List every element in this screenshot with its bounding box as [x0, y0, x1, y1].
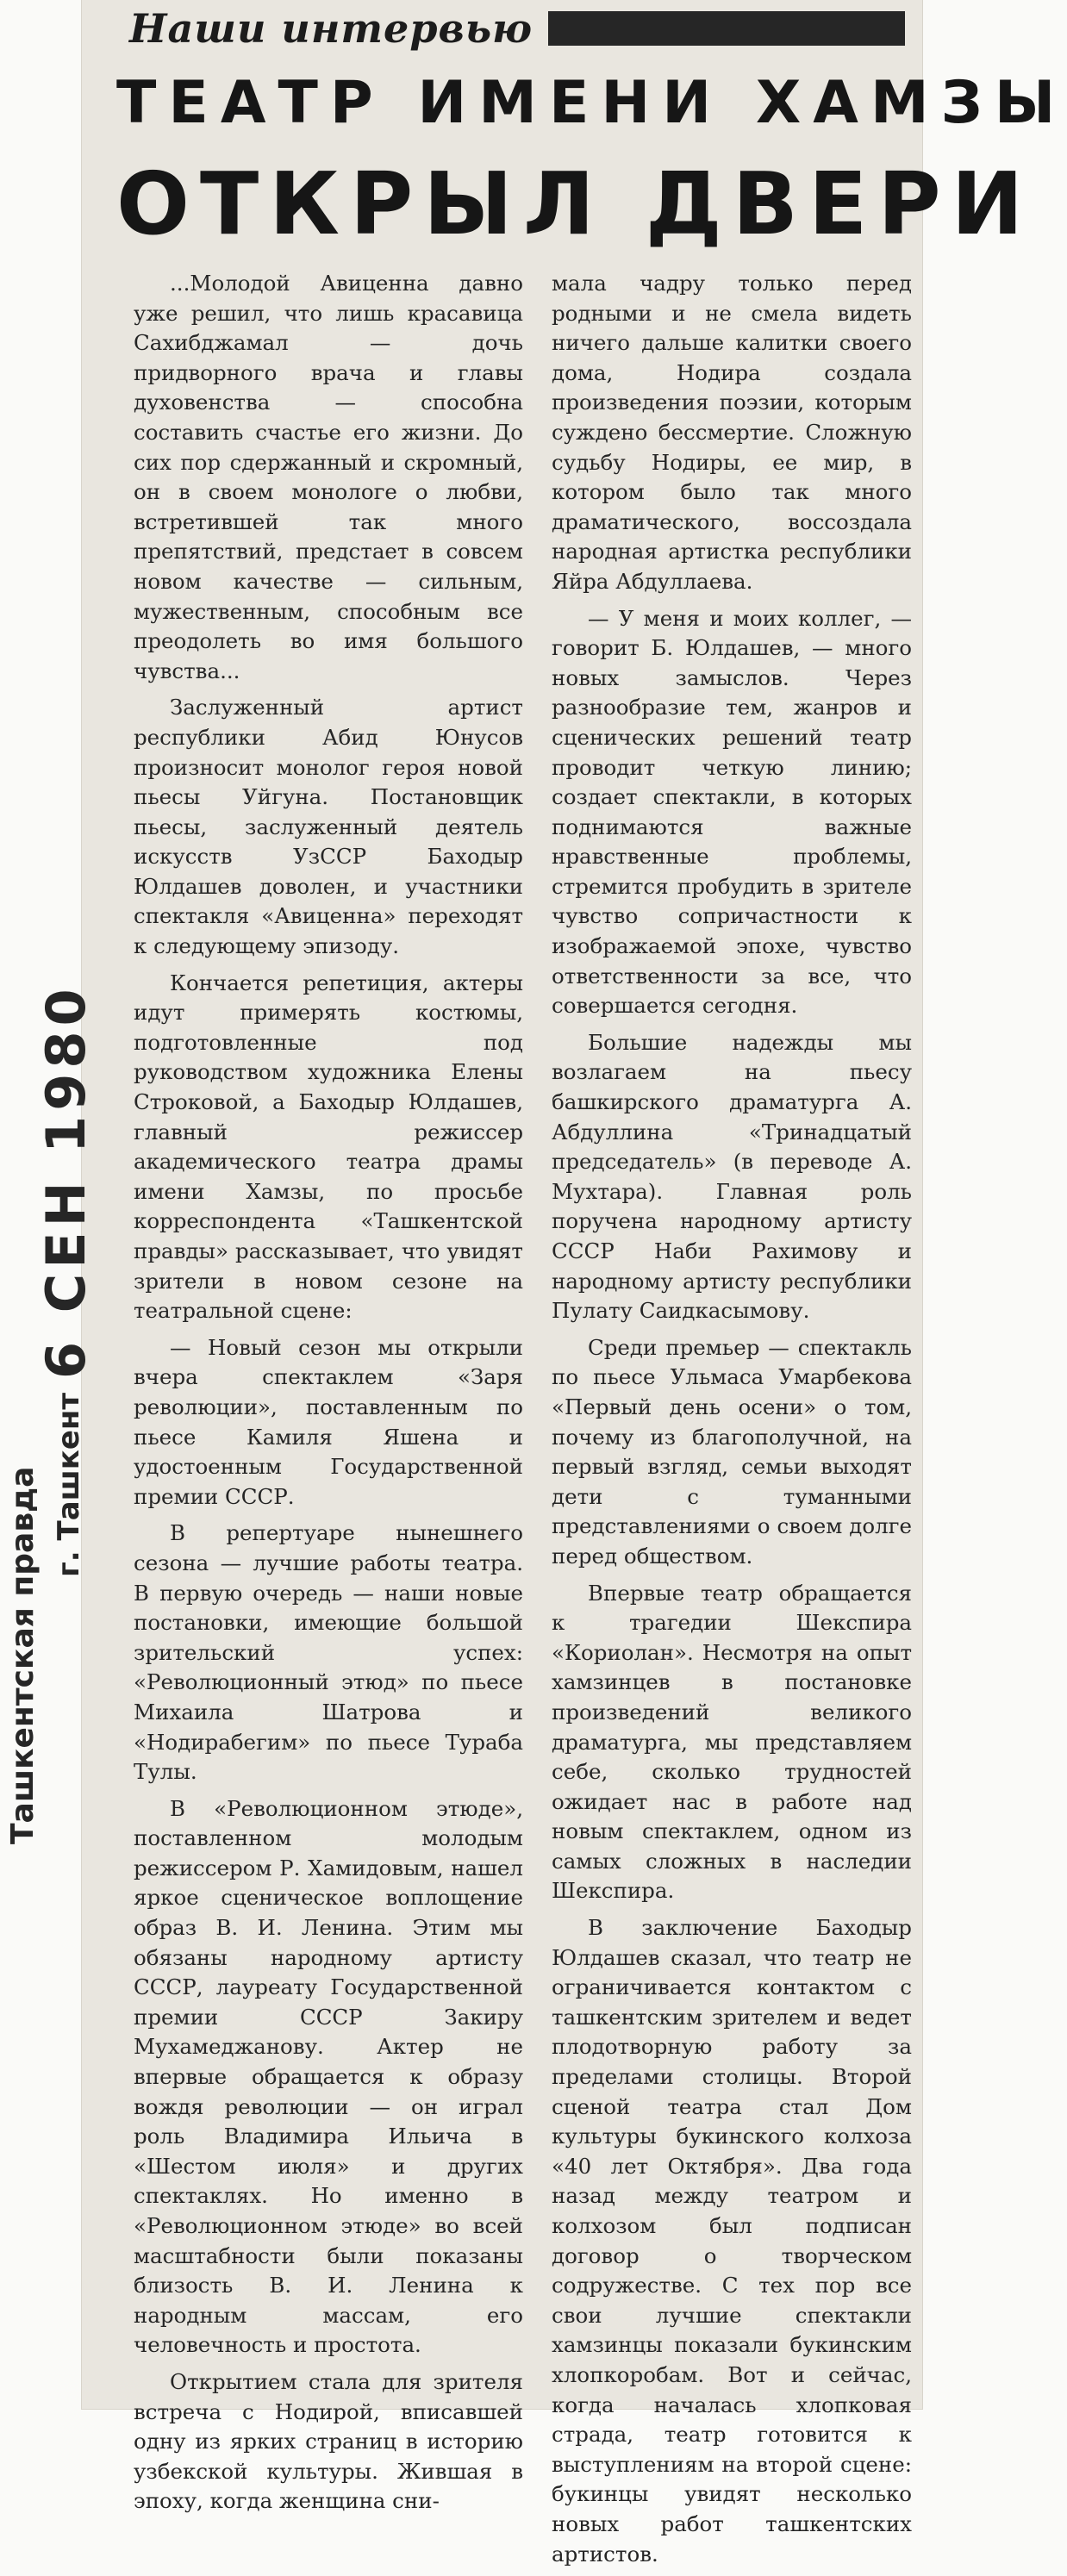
stamp-date: 6 СЕН 1980	[34, 983, 97, 1379]
paragraph: В репертуаре нынешнего сезона — лучшие работы театра. В первую очередь — наши новые постановки, имеющие большой зрительский успех: «Революционный этюд» по пьесе Михаила Шатрова и «Нодирабегим» по пьесе Тураба Тулы.	[134, 1520, 523, 1785]
paragraph: Большие надежды мы возлагаем на пьесу башкирского драматурга А. Абдуллина «Тринадцатый председатель» (в переводе А. Мухтара). Главная роль поручена народному артисту СССР Наби Рахимову и народному артисту республики Пулату Саидкасымову.	[552, 1029, 912, 1324]
paragraph: В «Революционном этюде», поставленном молодым режиссером Р. Хамидовым, нашел яркое сценическое воплощение образ В. И. Ленина. Этим мы обязаны народному артисту СССР, лауреату Государственной премии СССР Закиру Мухамеджанову. Актер не впервые обращается к образу вождя революции — он играл роль Владимира Ильича в «Шестом июля» и других спектаклях. Но именно в «Революционном этюде» во всей масштабности были показаны близость В. И. Ленина к народным массам, его человечность и простота.	[134, 1795, 523, 2358]
paragraph: Заслуженный артист республики Абид Юнусов произносит монолог героя новой пьесы Уйгуна. Постановщик пьесы, заслуженный деятель искусств УзССР Баходыр Юлдашев доволен, и участники спектакля «Авиценна» переходят к следующему эпизоду.	[134, 695, 523, 959]
article-column-right	[552, 269, 912, 2576]
article-column-left	[134, 269, 523, 2523]
paragraph: Среди премьер — спектакль по пьесе Ульмаса Умарбекова «Первый день осени» о том, почему из благополучной, на первый взгляд, семьи выходят дети с туманными представлениями о своем долге перед обществом.	[552, 1334, 912, 1569]
paragraph: Впервые театр обращается к трагедии Шекспира «Кориолан». Несмотря на опыт хамзинцев в постановке произведений великого драматурга, мы представляем себе, сколько трудностей ожидает нас в работе над новым спектаклем, одном из самых сложных в наследии Шекспира.	[552, 1580, 912, 1904]
stamp-newspaper-name: Ташкентская правда	[5, 1466, 41, 1844]
headline-line-2: ОТКРЫЛ ДВЕРИ	[116, 153, 1034, 254]
paragraph: ...Молодой Авиценна давно уже решил, что лишь красавица Сахибджамал — дочь придворного врача и главы духовенства — способна составить счастье его жизни. До сих пор сдержанный и скромный, он в своем монологе о любви, встретившей так много препятствий, предстает в совсем новом качестве — сильным, мужественным, способным все преодолеть во имя большого чувства...	[134, 271, 523, 683]
paragraph: Кончается репетиция, актеры идут примерять костюмы, подготовленные под руководством художника Елены Строковой, а Баходыр Юлдашев, главный режиссер академического театра драмы имени Хамзы, по просьбе корреспондента «Ташкентской правды» рассказывает, что увидят зрители в новом сезоне на театральной сцене:	[134, 970, 523, 1324]
headline-line-1: ТЕАТР ИМЕНИ ХАМЗЫ	[116, 69, 1067, 137]
paragraph: — Новый сезон мы открыли вчера спектаклем «Заря революции», поставленным по пьесе Камиля Яшена и удостоенным Государственной премии СССР.	[134, 1334, 523, 1509]
stamp-city: г. Ташкент	[52, 1392, 86, 1577]
paragraph: В заключение Баходыр Юлдашев сказал, что театр не ограничивается контактом с ташкентским зрителем и ведет плодотворную работу за пределами столицы. Второй сценой театра стал Дом культуры букинского колхоза «40 лет Октября». Два года назад между театром и колхозом был подписан договор о творческом содружестве. С тех пор все свои лучшие спектакли хамзинцы показали букинским хлопкоробам. Вот и сейчас, когда началась хлопковая страда, театр готовится к выступлениям на второй сцене: букинцы увидят несколько новых работ ташкентских артистов.	[552, 1915, 912, 2567]
rubric-label: Наши интервью	[129, 5, 548, 52]
paragraph: — У меня и моих коллег, — говорит Б. Юлдашев, — много новых замыслов. Через разнообразие тем, жанров и сценических решений театр проводит четкую линию; создает спектакли, в которых поднимаются важные нравственные проблемы, стремится пробудить в зрителе чувство сопричастности к изображаемой эпохе, чувство ответственности за все, что совершается сегодня.	[552, 605, 912, 1019]
paragraph: мала чадру только перед родными и не смела видеть ничего дальше калитки своего дома, Нодира создала произведения поэзии, которым суждено бессмертие. Сложную судьбу Нодиры, ее мир, в котором было так много драматического, воссоздала народная артистка республики Яйра Абдуллаева.	[552, 271, 912, 594]
paragraph: Открытием стала для зрителя встреча с Нодирой, вписавшей одну из ярких страниц в историю узбекской культуры. Жившая в эпоху, когда женщина сни-	[134, 2368, 523, 2514]
rubric-bar	[548, 11, 905, 46]
rubric-header	[129, 2, 905, 55]
